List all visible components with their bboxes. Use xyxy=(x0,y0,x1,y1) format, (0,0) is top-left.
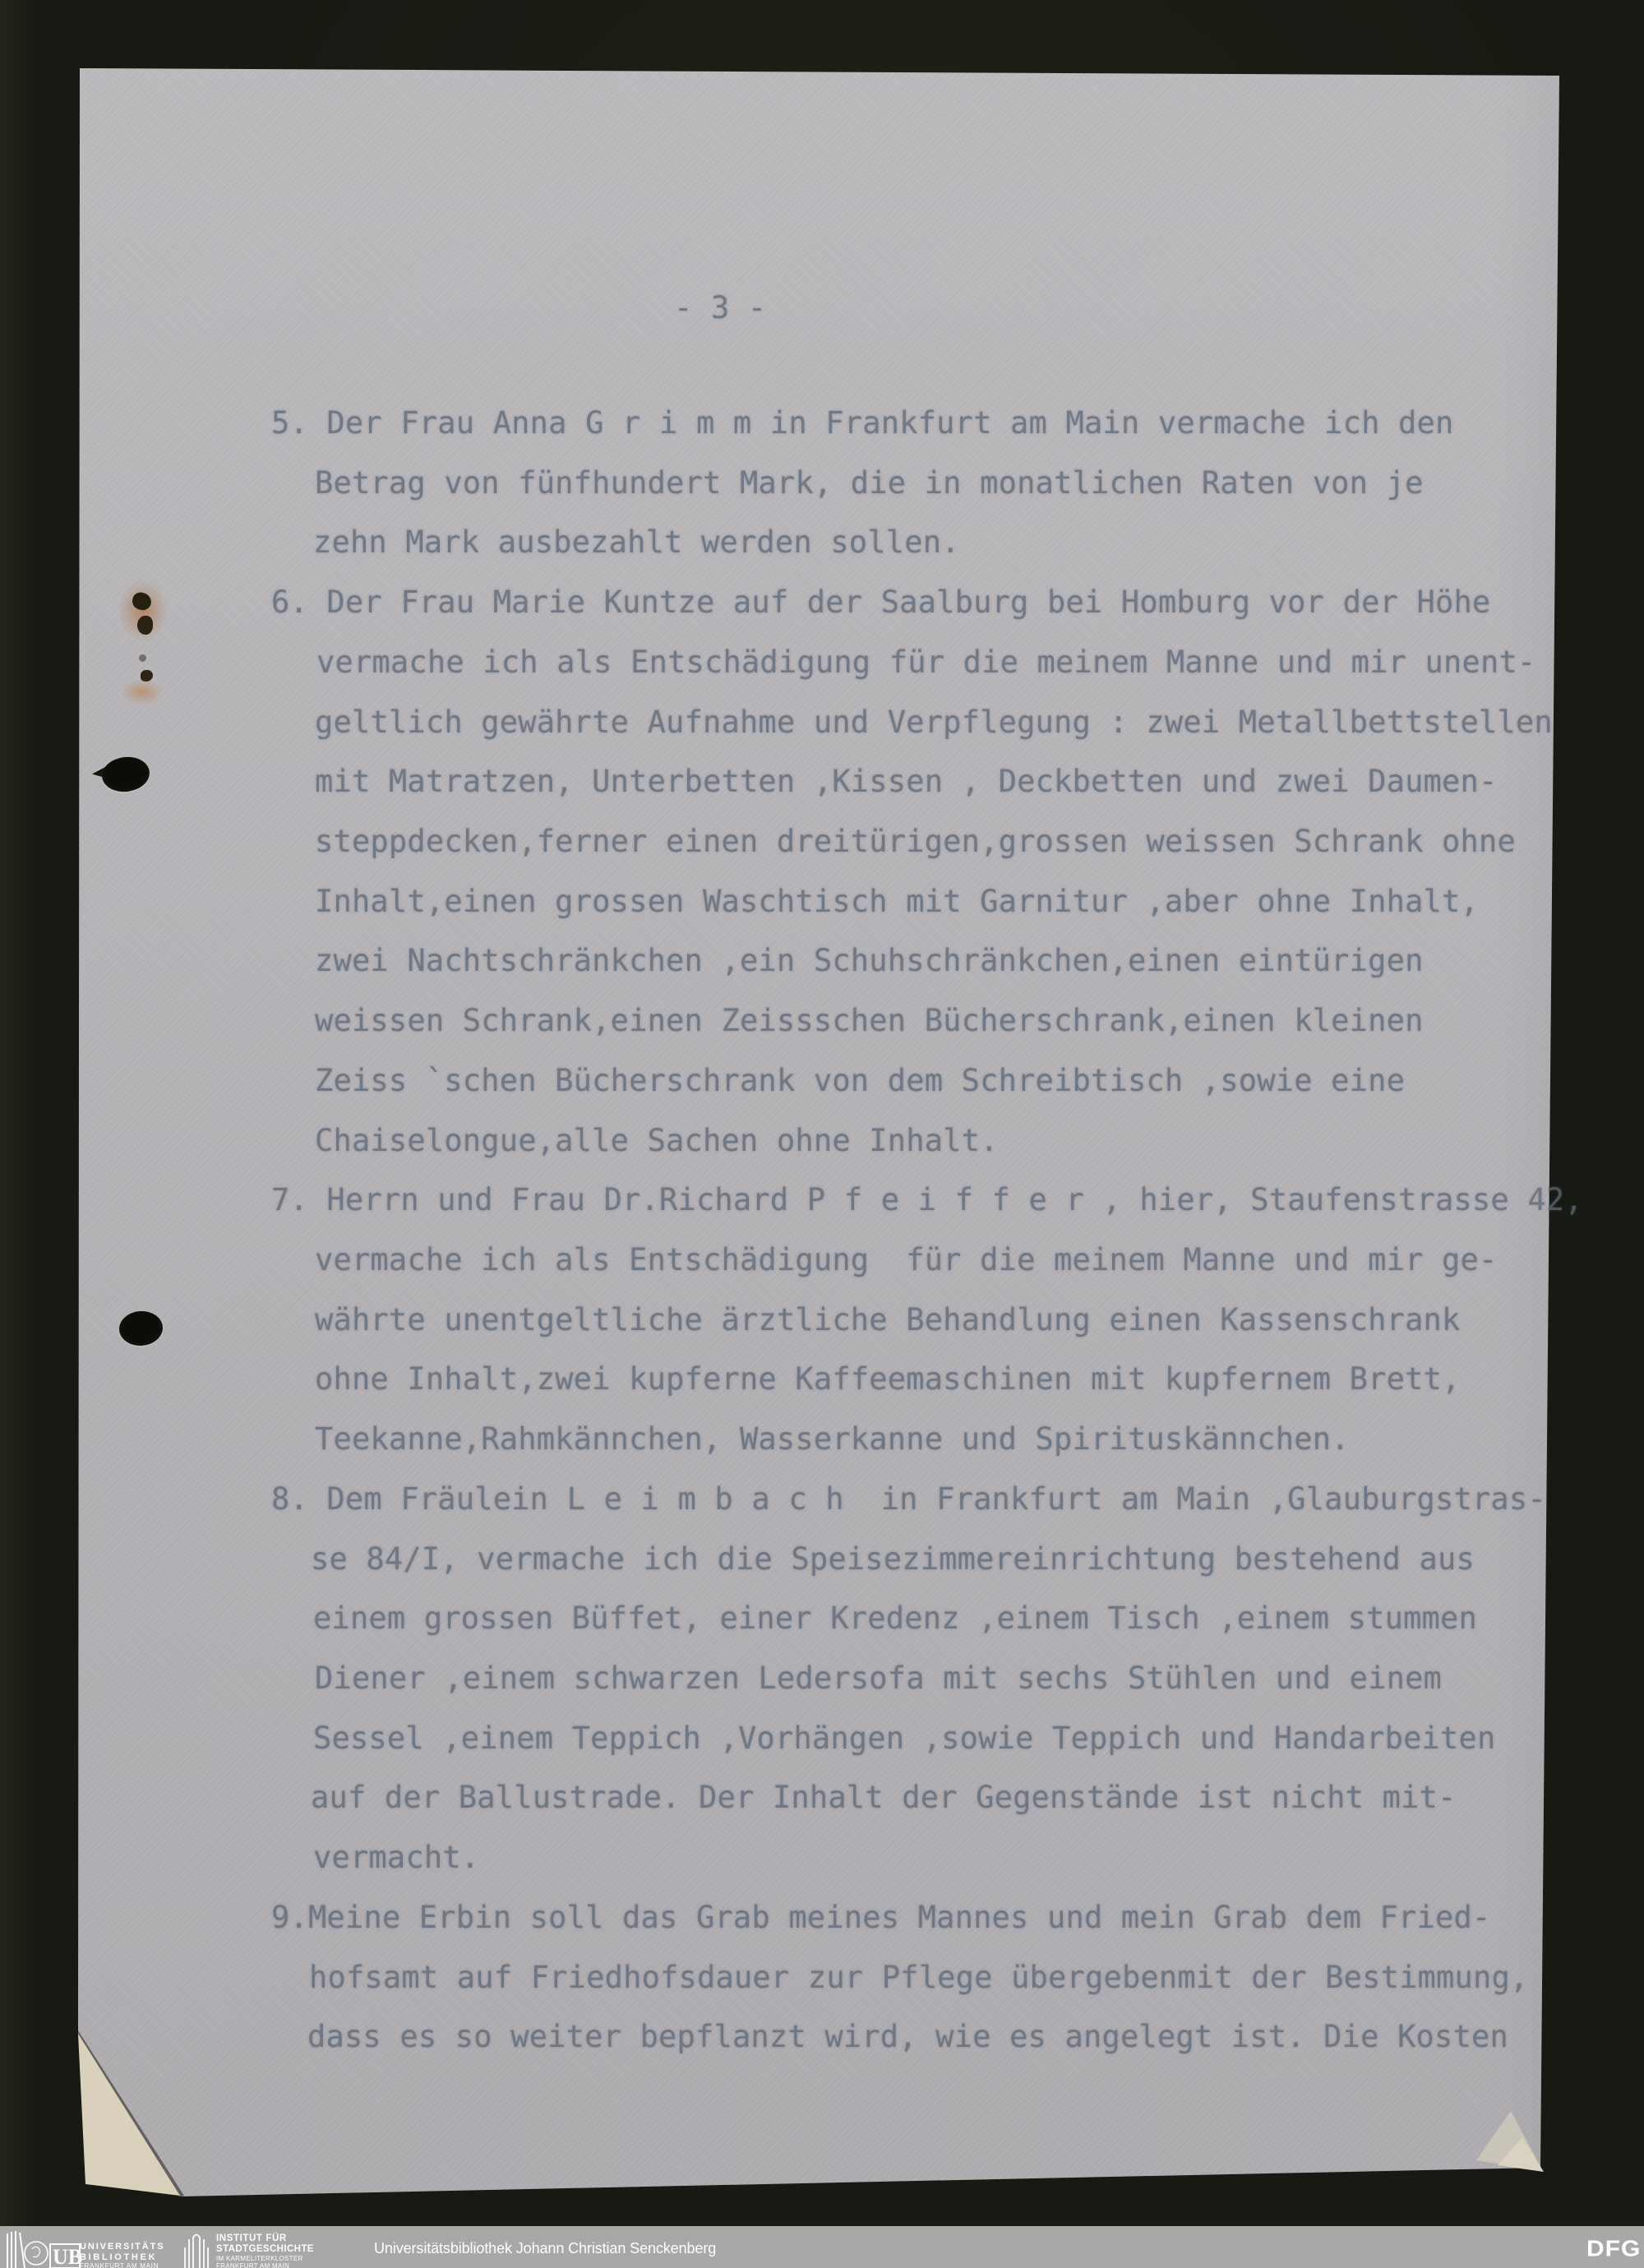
document-line: steppdecken,ferner einen dreitürigen,grossen weissen Schrank ohne xyxy=(315,824,1516,859)
ink-stain xyxy=(139,654,146,662)
svg-text:UB: UB xyxy=(53,2245,83,2268)
document-line: vermache ich als Entschädigung für die meinem Manne und mir ge- xyxy=(315,1242,1498,1277)
document-line: Betrag von fünfhundert Mark, die in monatlichen Raten von je xyxy=(315,465,1424,501)
document-line: vermache ich als Entschädigung für die meinem Manne und mir unent- xyxy=(316,644,1536,680)
document-line: Chaiselongue,alle Sachen ohne Inhalt. xyxy=(315,1123,999,1158)
document-line: ohne Inhalt,zwei kupferne Kaffeemaschinen mit kupfernem Brett, xyxy=(315,1361,1461,1397)
document-line: 9.Meine Erbin soll das Grab meines Mannes und mein Grab dem Fried- xyxy=(271,1900,1491,1935)
ub-label-line3: FRANKFURT AM MAIN xyxy=(80,2262,159,2268)
document-line: 8. Dem Fräulein L e i m b a c h in Frankfurt am Main ,Glauburgstras- xyxy=(271,1481,1546,1517)
institute-label-line1: INSTITUT FÜR xyxy=(216,2233,287,2243)
document-line: se 84/I, vermache ich die Speisezimmereinrichtung bestehend aus xyxy=(311,1541,1475,1577)
document-line: Sessel ,einem Teppich ,Vorhängen ,sowie Teppich und Handarbeiten xyxy=(313,1721,1496,1756)
document-line: dass es so weiter bepflanzt wird, wie es angelegt ist. Die Kosten xyxy=(307,2019,1508,2054)
library-name: Universitätsbibliothek Johann Christian Senckenberg xyxy=(374,2240,717,2256)
document-line: hofsamt auf Friedhofsdauer zur Pflege übergebenmit der Bestimmung, xyxy=(309,1960,1529,1995)
document-line: zehn Mark ausbezahlt werden sollen. xyxy=(313,524,960,560)
ub-label-line2: BIBLIOTHEK xyxy=(80,2252,158,2262)
page-number: - 3 - xyxy=(674,290,767,326)
document-line: Inhalt,einen grossen Waschtisch mit Garnitur ,aber ohne Inhalt, xyxy=(315,884,1479,919)
document-line: auf der Ballustrade. Der Inhalt der Gegenstände ist nicht mit- xyxy=(311,1780,1457,1815)
institute-label-line3: IM KARMELITERKLOSTER xyxy=(216,2255,303,2262)
document-line: geltlich gewährte Aufnahme und Verpflegung : zwei Metallbettstellen xyxy=(315,704,1553,740)
document-line: weissen Schrank,einen Zeissschen Bücherschrank,einen kleinen xyxy=(315,1003,1424,1038)
ink-stain xyxy=(121,679,164,705)
document-line: zwei Nachtschränkchen ,ein Schuhschränkchen,einen eintürigen xyxy=(315,943,1424,978)
institute-logo xyxy=(182,2231,212,2268)
dfg-logo: DFG xyxy=(1586,2236,1642,2261)
document-line: vermacht. xyxy=(313,1840,480,1875)
document-line: Zeiss `schen Bücherschrank von dem Schreibtisch ,sowie eine xyxy=(315,1063,1406,1098)
institute-label-line4: FRANKFURT AM MAIN xyxy=(216,2262,290,2268)
ink-stain xyxy=(137,616,153,635)
document-line: 5. Der Frau Anna G r i m m in Frankfurt am Main vermache ich den xyxy=(271,405,1454,441)
ub-frankfurt-logo xyxy=(5,2226,81,2268)
document-line: 6. Der Frau Marie Kuntze auf der Saalburg bei Homburg vor der Höhe xyxy=(271,584,1491,620)
document-line: Diener ,einem schwarzen Ledersofa mit sechs Stühlen und einem xyxy=(315,1661,1443,1696)
viewer-footer-bar xyxy=(0,2226,1644,2268)
ub-label-line1: UNIVERSITÄTS xyxy=(80,2242,165,2252)
document-line: mit Matratzen, Unterbetten ,Kissen , Deckbetten und zwei Daumen- xyxy=(315,764,1498,799)
document-line: Teekanne,Rahmkännchen, Wasserkanne und Spirituskännchen. xyxy=(315,1421,1350,1457)
document-line: 7. Herrn und Frau Dr.Richard P f e i f f e r , hier, Staufenstrasse 42, xyxy=(271,1182,1583,1217)
institute-label-line2: STADTGESCHICHTE xyxy=(216,2244,314,2254)
document-line: einem grossen Büffet, einer Kredenz ,einem Tisch ,einem stummen xyxy=(313,1601,1477,1636)
document-line: währte unentgeltliche ärztliche Behandlung einen Kassenschrank xyxy=(315,1302,1461,1337)
